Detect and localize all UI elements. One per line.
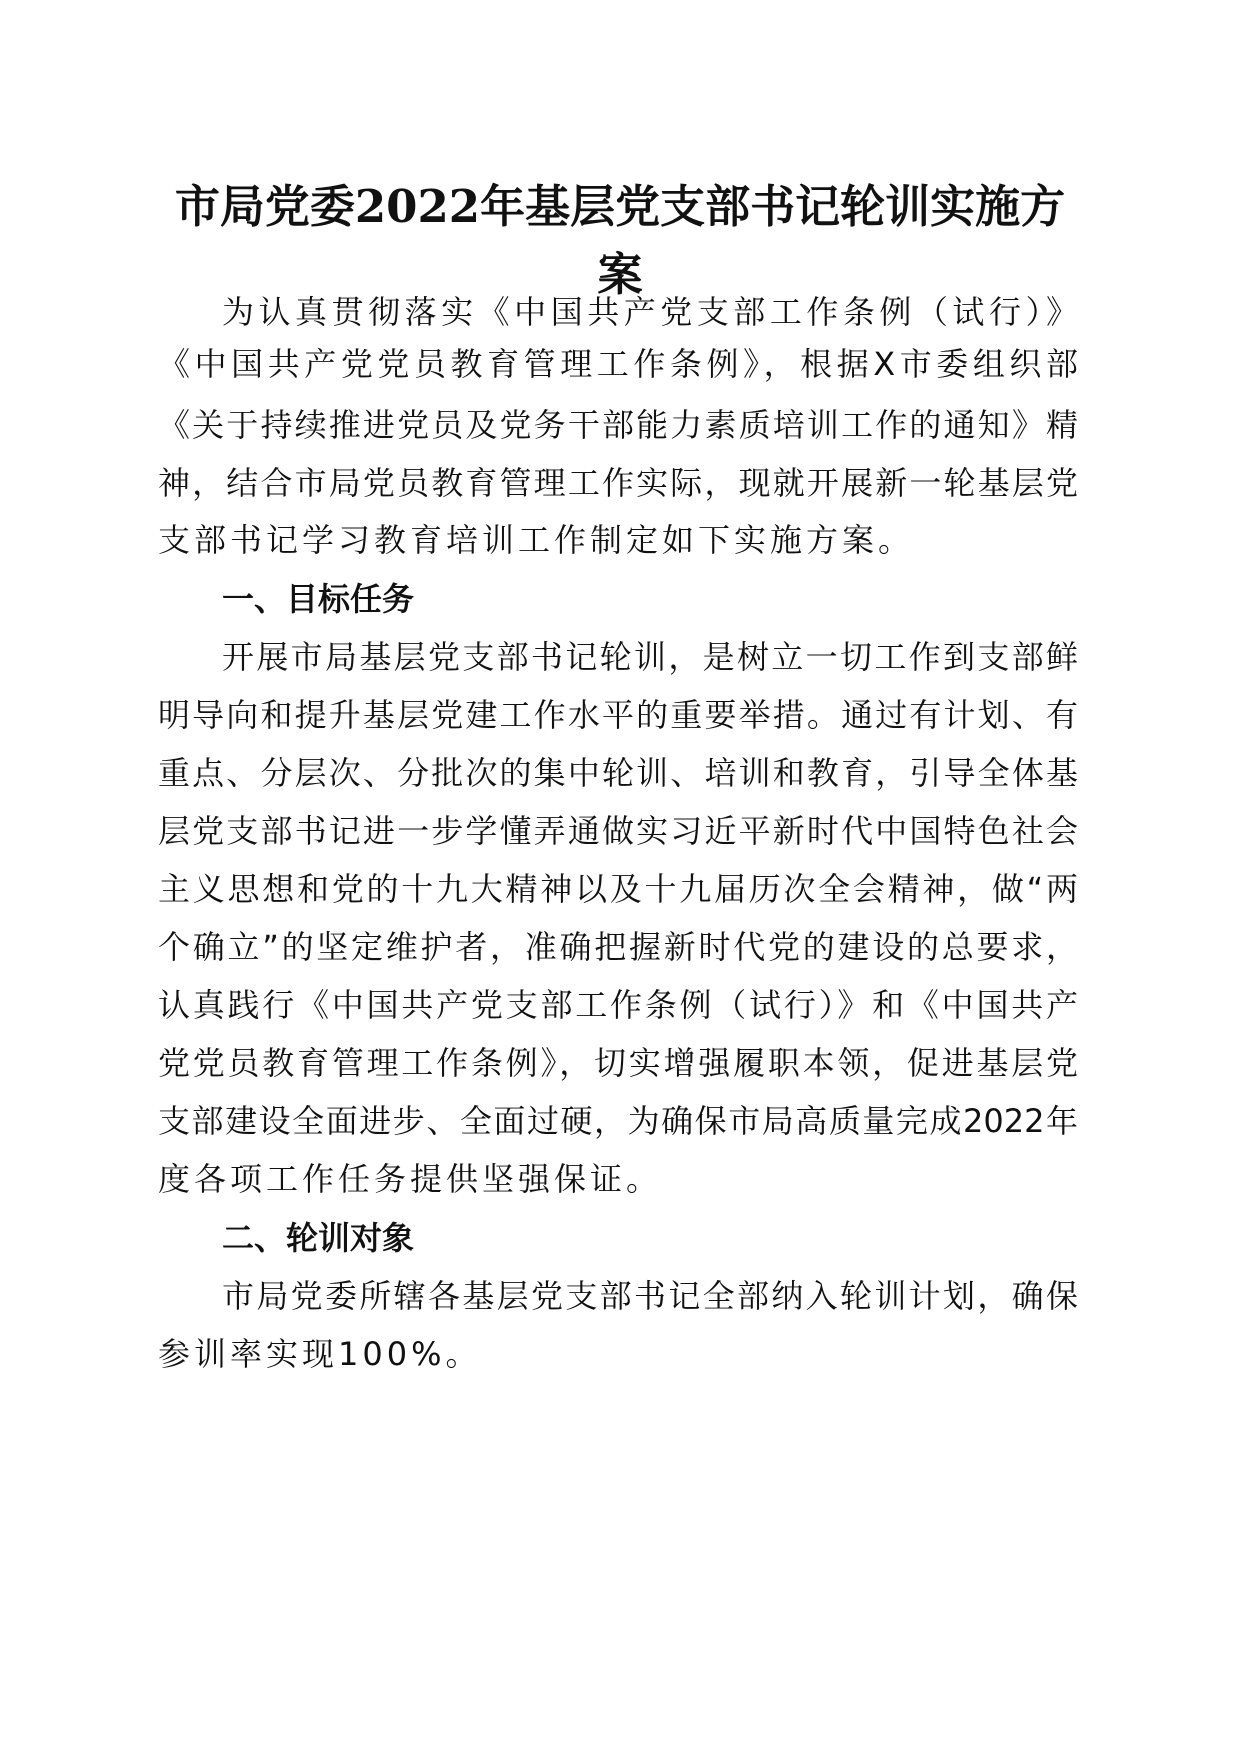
section1-line: 党党员教育管理工作条例》，切实增强履职本领，促进基层党	[158, 1044, 1078, 1082]
intro-line: 支部书记学习教育培训工作制定如下实施方案。	[158, 521, 915, 559]
section2-line: 参训率实现100%。	[158, 1335, 482, 1373]
document-title-continued: 案	[597, 248, 643, 301]
section1-line: 支部建设全面进步、全面过硬，为确保市局高质量完成2022年	[158, 1102, 1078, 1140]
section1-line: 认真践行《中国共产党支部工作条例（试行）》和《中国共产	[158, 986, 1078, 1024]
section1-line: 明导向和提升基层党建工作水平的重要举措。通过有计划、有	[158, 696, 1078, 734]
intro-line: 《中国共产党党员教育管理工作条例》，根据X市委组织部	[158, 345, 1078, 383]
section1-line: 层党支部书记进一步学懂弄通做实习近平新时代中国特色社会	[158, 812, 1078, 850]
section1-line: 度各项工作任务提供坚强保证。	[158, 1160, 663, 1198]
section1-line: 重点、分层次、分批次的集中轮训、培训和教育，引导全体基	[158, 754, 1078, 792]
section2-line: 市局党委所辖各基层党支部书记全部纳入轮训计划，确保	[222, 1277, 1078, 1315]
section-heading-trainees: 二、轮训对象	[222, 1219, 415, 1257]
section-heading-goals: 一、目标任务	[222, 580, 415, 618]
section1-line: 主义思想和党的十九大精神以及十九届历次全会精神，做“两	[158, 870, 1078, 908]
document-title: 市局党委2022年基层党支部书记轮训实施方	[174, 180, 1066, 233]
section1-line: 个确立”的坚定维护者，准确把握新时代党的建设的总要求，	[158, 928, 1078, 966]
section1-line: 开展市局基层党支部书记轮训，是树立一切工作到支部鲜	[222, 638, 1078, 676]
intro-line: 为认真贯彻落实《中国共产党支部工作条例（试行）》	[222, 293, 1078, 331]
intro-line: 神，结合市局党员教育管理工作实际，现就开展新一轮基层党	[158, 464, 1078, 502]
intro-line: 《关于持续推进党员及党务干部能力素质培训工作的通知》精	[158, 406, 1078, 444]
